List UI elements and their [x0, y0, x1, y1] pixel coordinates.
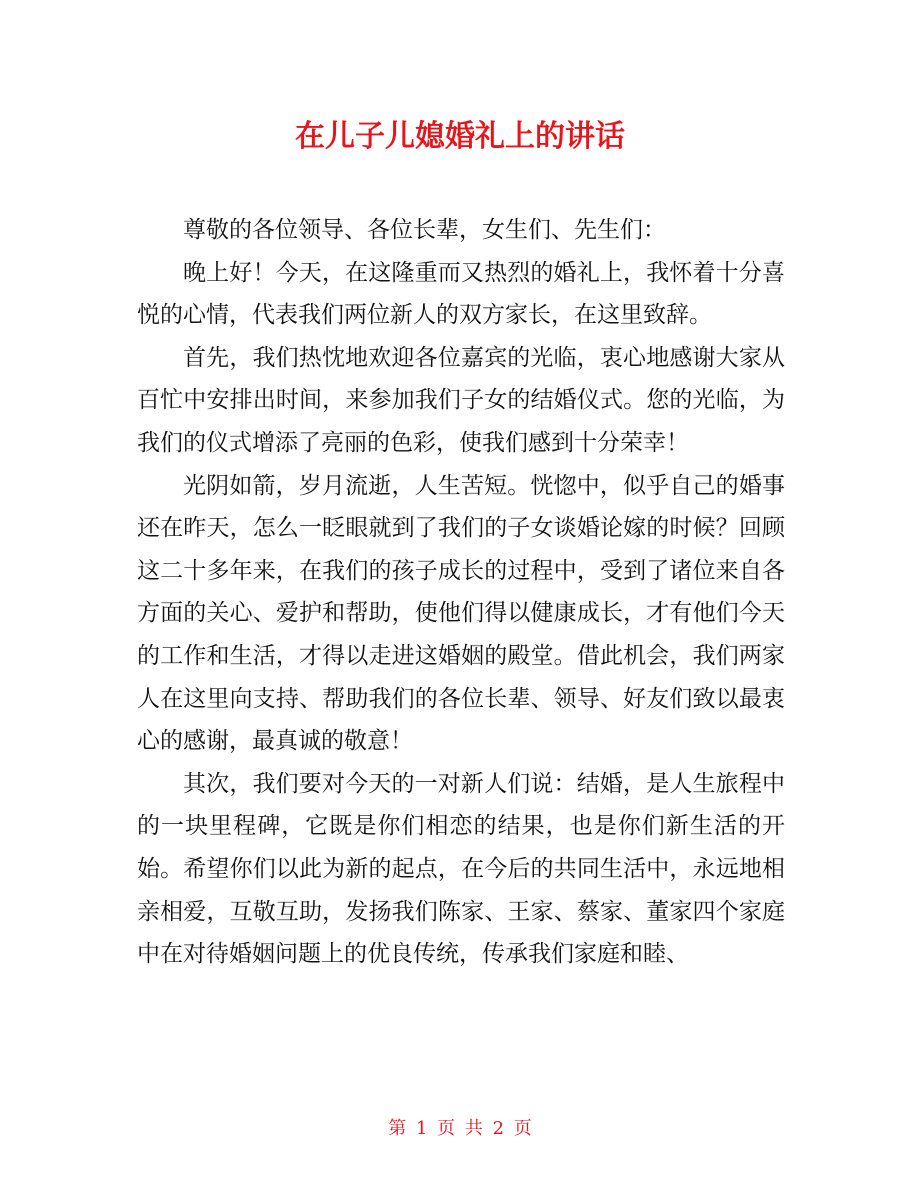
document-title: 在儿子儿媳婚礼上的讲话 — [295, 119, 625, 154]
document-body — [137, 209, 785, 976]
paragraph-reflection: 光阴如箭，岁月流逝，人生苦短。恍惚中，似乎自己的婚事还在昨天，怎么一眨眼就到了我们的子女谈婚论嫁的时候？回顾这二十多年来，在我们的孩子成长的过程中，受到了诸位来自各方面的关心、爱护和帮助，使他们得以健康成长，才有他们今天的工作和生活，才得以走进这婚姻的殿堂。借此机会，我们两家人在这里向支持、帮助我们的各位长辈、领导、好友们致以最衷心的感谢，最真诚的敬意！ — [137, 472, 785, 755]
paragraph-greeting: 晚上好！今天，在这隆重而又热烈的婚礼上，我怀着十分喜悦的心情，代表我们两位新人的双方家长，在这里致辞。 — [137, 259, 785, 329]
page-number-footer: 第 1 页 共 2 页 — [388, 1118, 532, 1139]
salutation: 尊敬的各位领导、各位长辈，女生们、先生们： — [183, 217, 666, 243]
paragraph-welcome: 首先，我们热忱地欢迎各位嘉宾的光临，衷心地感谢大家从百忙中安排出时间，来参加我们子女的结婚仪式。您的光临，为我们的仪式增添了亮丽的色彩，使我们感到十分荣幸！ — [137, 344, 785, 456]
paragraph-wishes: 其次，我们要对今天的一对新人们说：结婚，是人生旅程中的一块里程碑，它既是你们相恋的结果，也是你们新生活的开始。希望你们以此为新的起点，在今后的共同生活中，永远地相亲相爱，互敬互助，发扬我们陈家、王家、蔡家、董家四个家庭中在对待婚姻问题上的优良传统，传承我们家庭和睦、 — [137, 770, 785, 968]
